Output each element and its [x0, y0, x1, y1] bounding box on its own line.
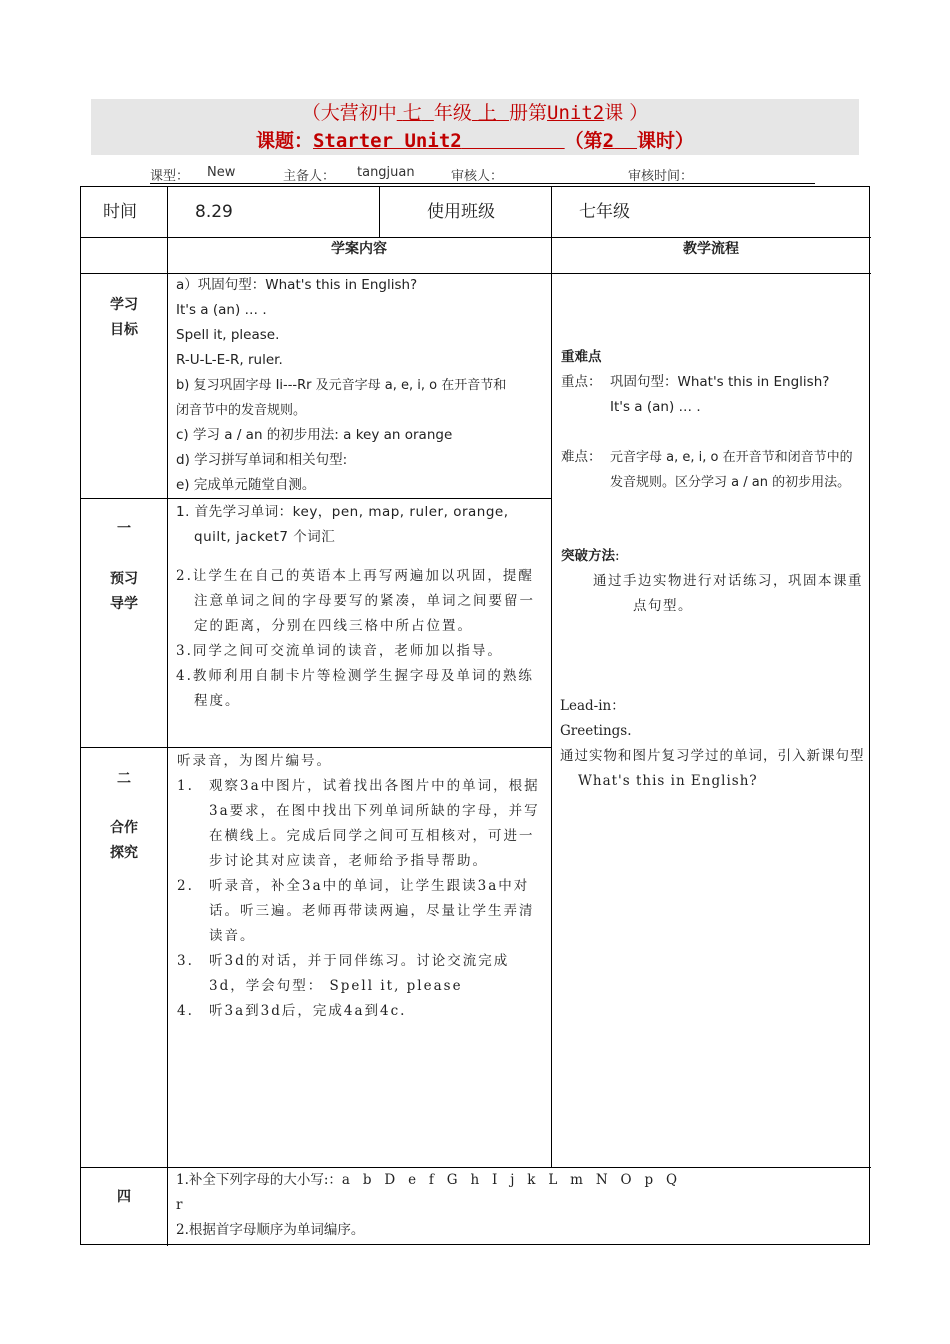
goal-line: R-U-L-E-R, ruler. — [176, 352, 283, 368]
preparer-label: 主备人： — [283, 169, 336, 184]
leadin-label: Lead-in： — [560, 698, 625, 714]
method-title: 突破方法: — [561, 548, 620, 564]
coop-item: 2. 听录音，补全3a中的单词，让学生跟读3a中对话。听三遍。老师再带读两遍，尽量让学生弄清读音。 — [177, 878, 535, 944]
header-volume-suffix: 册第 — [509, 102, 548, 124]
header-grade-suffix: 年级 — [433, 102, 472, 124]
row-divider — [81, 747, 551, 748]
content-header: 学案内容 — [331, 241, 387, 257]
goal-line: c) 学习 a / an 的初步用法: a key an orange — [176, 427, 453, 443]
period-open: （第 — [564, 130, 603, 152]
preview-label-1: 预习 — [110, 571, 138, 587]
header-grade: 七 — [402, 102, 422, 124]
topic-value: Starter Unit2 — [312, 130, 462, 152]
type-value: New — [207, 165, 236, 180]
difficulty-text: 元音字母 a, e, i, o 在开音节和闭音节中的发音规则。区分学习 a / an 的初步用法。 — [610, 450, 853, 490]
section4-line1: 1.补全下列字母的大小写:：a b D e f G h I j k L m N O p Q — [176, 1172, 678, 1188]
review-time-label: 审核时间： — [628, 169, 694, 184]
topic-label: 课题： — [255, 130, 313, 152]
time-label: 时间 — [103, 202, 137, 222]
class-label: 使用班级 — [427, 202, 495, 222]
reviewer-label: 审核人： — [451, 169, 504, 184]
preview-item: 4.教师利用自制卡片等检测学生握字母及单词的熟练程度。 — [176, 668, 534, 709]
preview-label-2: 导学 — [110, 596, 138, 612]
key-text-2: It's a (an) … . — [610, 399, 701, 415]
goals-label-1: 学习 — [110, 297, 138, 313]
header-unit: Unit2 — [547, 102, 605, 124]
key-text-1: 巩固句型：What's this in English? — [610, 374, 830, 390]
preview-item: 2.让学生在自己的英语本上再写两遍加以巩固，提醒注意单词之间的字母要写的紧凑，单词之间要留一定的距离，分别在四线三格中所占位置。 — [176, 568, 535, 634]
col-divider — [379, 187, 380, 237]
col-divider — [551, 187, 552, 1167]
header-volume: 上 — [477, 102, 497, 124]
goals-label-2: 目标 — [110, 322, 138, 338]
goals-content — [176, 273, 548, 498]
period-close: 课时） — [637, 130, 695, 152]
method-text: 通过手边实物进行对话练习，巩固本课重点句型。 — [593, 573, 863, 614]
section4-line2: 2.根据首字母顺序为单词编序。 — [176, 1222, 365, 1238]
goal-line: e) 完成单元随堂自测。 — [176, 477, 316, 493]
class-value: 七年级 — [579, 202, 630, 222]
goal-line: It's a (an) … . — [176, 302, 267, 318]
lesson-table — [80, 186, 870, 1245]
key-label: 重点： — [561, 374, 602, 390]
header-line2 — [91, 127, 859, 155]
type-label: 课型： — [150, 169, 190, 184]
header-band — [91, 99, 859, 155]
preview-item: 3.同学之间可交流单词的读音，老师加以指导。 — [176, 643, 503, 659]
coop-item: 3. 听3d的对话，并于同伴练习。讨论交流完成3d，学会句型： Spell it, please — [177, 953, 510, 994]
process-header: 教学流程 — [683, 241, 739, 257]
header-lesson: 课 ） — [604, 102, 649, 124]
review-text: 通过实物和图片复习学过的单词，引入新课句型 What's this in English? — [560, 748, 865, 789]
difficulty-label: 难点： — [561, 449, 602, 465]
time-value: 8.29 — [195, 202, 233, 222]
greetings-text: Greetings. — [560, 723, 632, 739]
coop-label-2: 探究 — [110, 845, 138, 861]
header-open: （大营初中 — [301, 102, 397, 124]
col-divider — [167, 187, 168, 1246]
meta-row — [150, 163, 815, 184]
coop-intro: 听录音，为图片编号。 — [177, 753, 332, 769]
section4-number: 四 — [117, 1189, 131, 1205]
key-title: 重难点 — [561, 349, 602, 365]
preview-content — [176, 500, 546, 714]
goal-line: d) 学习拼写单词和相关句型: — [176, 452, 348, 468]
preview-item: 1. 首先学习单词：key，pen, map, ruler, orange, quilt, jacket7 个词汇 — [176, 504, 509, 545]
preview-number: 一 — [117, 521, 131, 537]
coop-item: 4. 听3a到3d后，完成4a到4c. — [177, 1003, 407, 1019]
preparer-value: tangjuan — [357, 165, 415, 180]
goal-line: 闭音节中的发音规则。 — [176, 403, 307, 418]
period-value: 2 — [602, 130, 615, 152]
goal-line: a）巩固句型：What's this in English? — [176, 277, 418, 293]
header-line1 — [91, 99, 859, 127]
coop-number: 二 — [117, 771, 131, 787]
coop-label-1: 合作 — [110, 820, 138, 836]
section4-line1b: r — [176, 1197, 183, 1213]
coop-item: 1. 观察3a中图片，试着找出各图片中的单词，根据3a要求，在图中找出下列单词所缺的字母，并写在横线上。完成后同学之间可互相核对，可进一步讨论其对应读音，老师给予指导帮助。 — [177, 778, 540, 869]
coop-content — [177, 749, 543, 1024]
goal-line: Spell it, please. — [176, 327, 280, 343]
row-divider — [81, 498, 551, 499]
goal-line: b) 复习巩固字母 Ii---Rr 及元音字母 a, e, i, o 在开音节和 — [176, 378, 507, 393]
